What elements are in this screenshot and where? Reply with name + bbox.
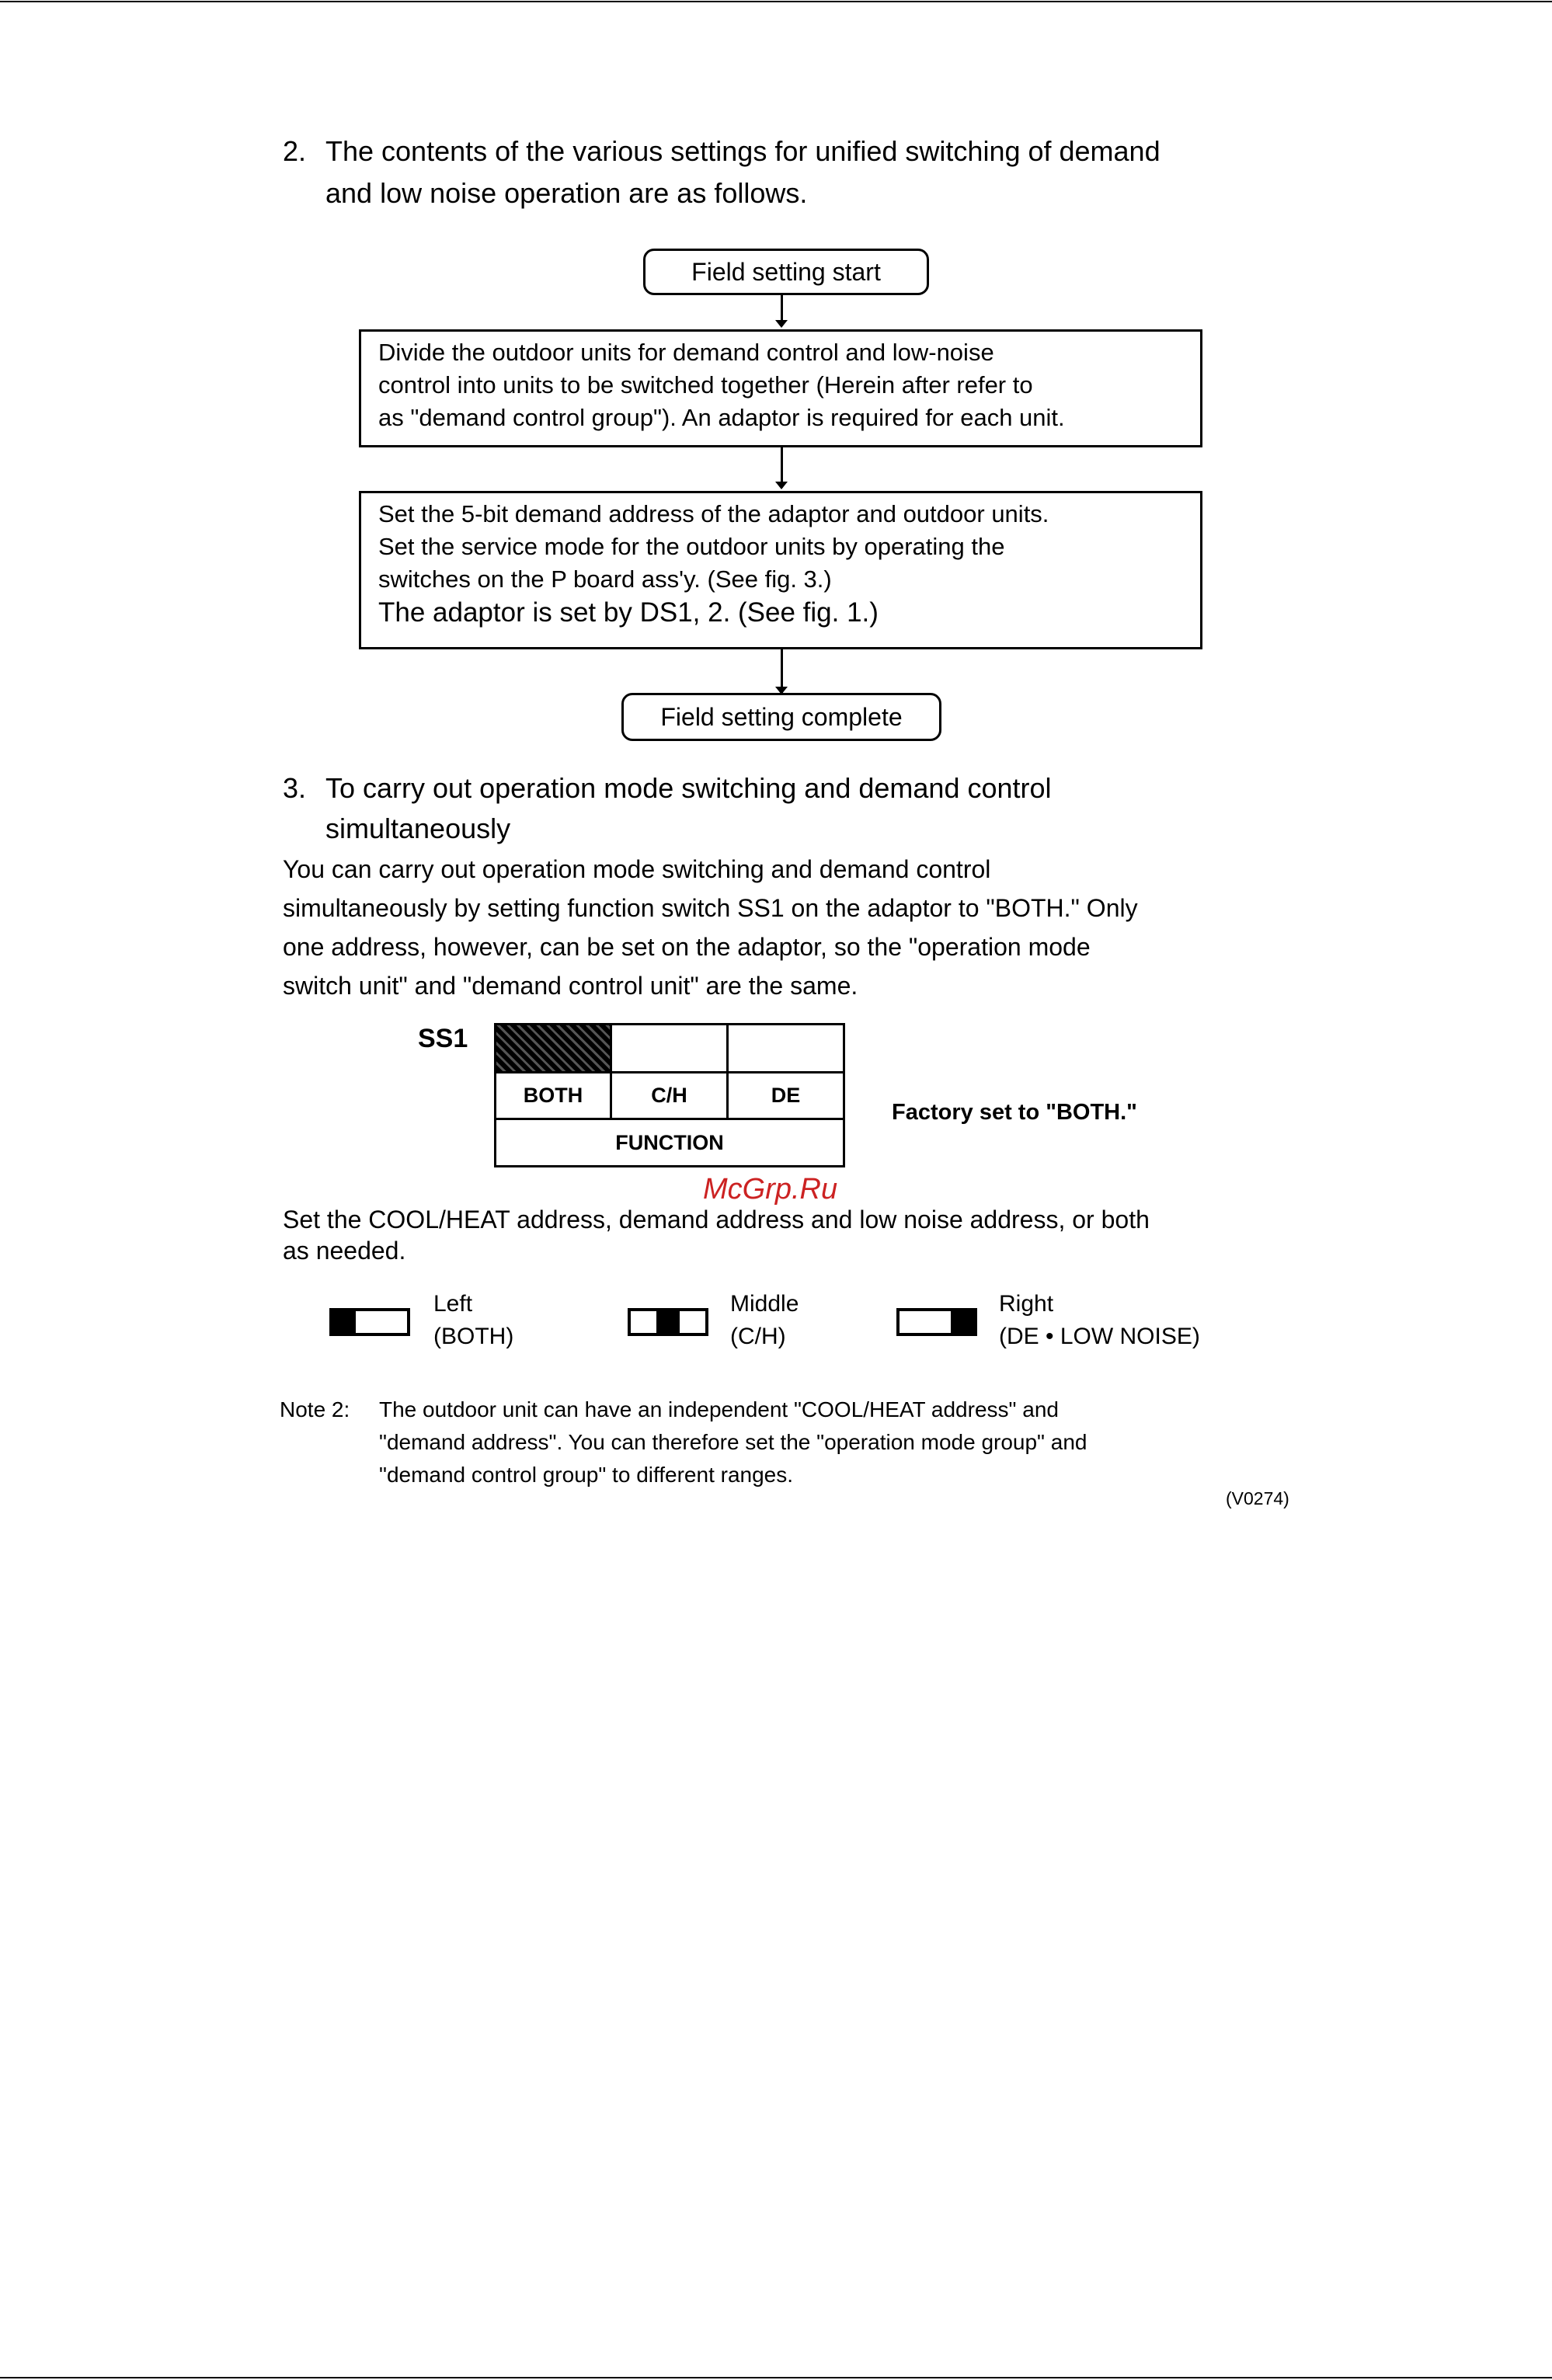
flow-step-1-line-2: control into units to be switched together (Herein after refer to: [378, 371, 1033, 398]
section-3-line-1: To carry out operation mode switching and demand control: [325, 772, 1052, 804]
switch-middle-sub: (C/H): [730, 1324, 786, 1349]
flow-step-1-line-3: as "demand control group"). An adaptor is required for each unit.: [378, 404, 1065, 431]
section-3-para-line-1: You can carry out operation mode switching and demand control: [283, 855, 991, 883]
flow-arrow-2: [781, 447, 783, 488]
figure-code: (V0274): [1226, 1488, 1289, 1508]
switch-middle-label: [730, 1288, 799, 1353]
flow-end: Field setting complete: [621, 693, 941, 741]
ss1-label: SS1: [418, 1024, 468, 1053]
note-line-1: The outdoor unit can have an independent "COOL/HEAT address" and: [379, 1397, 1059, 1421]
factory-setting-note: Factory set to "BOTH.": [892, 1100, 1137, 1125]
section-2-line-2: and low noise operation are as follows.: [325, 177, 808, 209]
address-line-1: Set the COOL/HEAT address, demand address and low noise address, or both: [283, 1206, 1150, 1233]
switch-left-sub: (BOTH): [433, 1324, 514, 1349]
flow-step-1: [359, 329, 1202, 447]
note-body: [379, 1394, 1087, 1491]
section-3-para-line-3: one address, however, can be set on the adaptor, so the "operation mode: [283, 933, 1091, 961]
section-3-line-2: simultaneously: [325, 812, 511, 844]
section-3-paragraph: [283, 850, 1138, 1005]
section-3-number: 3.: [283, 772, 307, 804]
switch-middle-name: Middle: [730, 1291, 799, 1317]
ss1-option-ch: C/H: [610, 1071, 729, 1120]
switch-left-icon: [329, 1308, 410, 1336]
flow-step-2-line-2: Set the service mode for the outdoor units by operating the: [378, 533, 1005, 560]
ss1-knob-position: [494, 1023, 612, 1073]
flow-arrow-1: [781, 295, 783, 326]
section-2-heading: [283, 130, 1370, 216]
section-3-para-line-4: switch unit" and "demand control unit" are the same.: [283, 972, 858, 1000]
section-2-number: 2.: [283, 135, 307, 167]
ss1-option-de: DE: [726, 1071, 845, 1120]
address-text: [283, 1204, 1150, 1266]
flow-step-2-line-3: switches on the P board ass'y. (See fig. 3.): [378, 565, 832, 593]
flow-step-1-line-1: Divide the outdoor units for demand control and low-noise: [378, 339, 994, 366]
section-3-heading: [283, 767, 1370, 851]
switch-middle-icon: [628, 1308, 708, 1336]
flow-step-2: [359, 491, 1202, 649]
switch-left-name: Left: [433, 1291, 473, 1317]
section-3-para-line-2: simultaneously by setting function switch SS1 on the adaptor to "BOTH." Only: [283, 894, 1138, 922]
ss1-option-both: BOTH: [494, 1071, 612, 1120]
switch-right-icon: [896, 1308, 977, 1336]
ss1-slot-right: [726, 1023, 845, 1073]
flow-arrow-3: [781, 649, 783, 693]
note-label: Note 2:: [280, 1397, 350, 1421]
switch-right-sub: (DE • LOW NOISE): [999, 1324, 1200, 1349]
bottom-rule: [0, 2377, 1552, 2378]
switch-left-label: [433, 1288, 513, 1353]
watermark: McGrp.Ru: [703, 1173, 838, 1206]
top-rule: [0, 1, 1552, 2]
switch-right-label: [999, 1288, 1200, 1353]
address-line-2: as needed.: [283, 1237, 406, 1265]
flow-step-2-line-1: Set the 5-bit demand address of the adaptor and outdoor units.: [378, 500, 1049, 527]
note-line-3: "demand control group" to different ranges.: [379, 1463, 794, 1487]
switch-right-name: Right: [999, 1291, 1054, 1317]
flow-start: Field setting start: [643, 249, 929, 295]
section-2-line-1: The contents of the various settings for unified switching of demand: [325, 135, 1161, 167]
ss1-function-label: FUNCTION: [494, 1118, 845, 1167]
flow-step-2-line-4: The adaptor is set by DS1, 2. (See fig. 1.): [378, 597, 879, 628]
ss1-slot-middle: [610, 1023, 729, 1073]
note-line-2: "demand address". You can therefore set the "operation mode group" and: [379, 1430, 1087, 1454]
ss1-switch-diagram: [494, 1023, 845, 1167]
